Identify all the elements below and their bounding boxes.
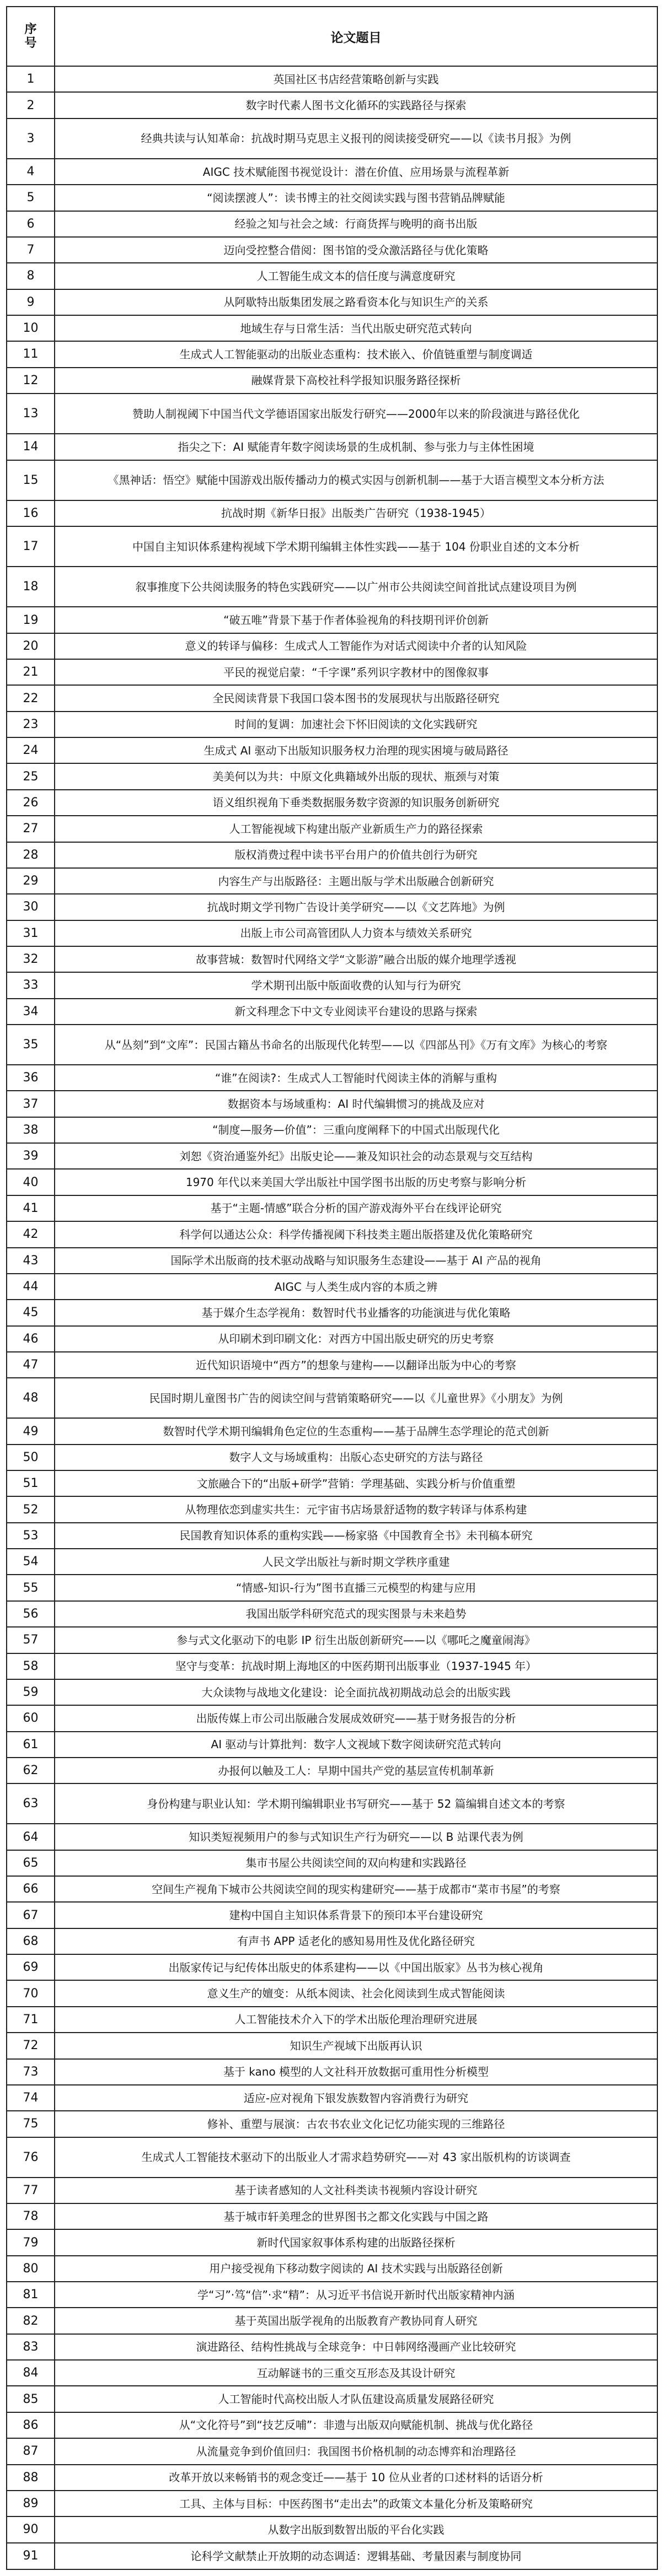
paper-title: 出版传媒上市公司出版融合发展成效研究——基于财务报告的分析 xyxy=(55,1705,657,1731)
table-row xyxy=(7,894,657,920)
row-number: 40 xyxy=(7,1169,55,1195)
table-row xyxy=(7,1980,657,2006)
row-number: 24 xyxy=(7,737,55,763)
row-number: 30 xyxy=(7,894,55,920)
paper-title: 时间的复调：加速社会下怀旧阅读的文化实践研究 xyxy=(55,712,657,737)
table-row xyxy=(7,842,657,868)
column-header-number xyxy=(7,7,55,66)
row-number: 54 xyxy=(7,1549,55,1575)
table-row xyxy=(7,2203,657,2229)
table-row xyxy=(7,868,657,894)
table-row xyxy=(7,1783,657,1824)
table-row xyxy=(7,1352,657,1378)
paper-title: 1970 年代以来美国大学出版社中国学图书出版的历史考察与影响分析 xyxy=(55,1169,657,1195)
paper-title: 从阿歇特出版集团发展之路看资本化与知识生产的关系 xyxy=(55,289,657,315)
table-row xyxy=(7,211,657,237)
paper-title: 演进路径、结构性挑战与全球竞争：中日韩网络漫画产业比较研究 xyxy=(55,2334,657,2360)
paper-title: “谁”在阅读?：生成式人工智能时代阅读主体的消解与重构 xyxy=(55,1065,657,1091)
table-row xyxy=(7,2491,657,2516)
paper-title: 办报何以触及工人：早期中国共产党的基层宣传机制革新 xyxy=(55,1758,657,1783)
paper-title: 经验之知与社会之域：行商货挥与晚明的商书出版 xyxy=(55,211,657,237)
paper-title: 数字人文与场域重构：出版心态史研究的方法与路径 xyxy=(55,1445,657,1470)
paper-title: 平民的视觉启蒙：“千字课”系列识字教材中的图像叙事 xyxy=(55,659,657,685)
paper-title: 从流量竞争到价值回归：我国图书价格机制的动态博弈和治理路径 xyxy=(55,2438,657,2464)
paper-title: 基于读者感知的人文社科类读书视频内容设计研究 xyxy=(55,2178,657,2203)
paper-title: 改革开放以来畅销书的观念变迁——基于 10 位从业者的口述材料的话语分析 xyxy=(55,2465,657,2491)
table-header-row xyxy=(7,7,657,66)
paper-title: 从数字出版到数智出版的平台化实践 xyxy=(55,2516,657,2542)
paper-title: “破五唯”背景下基于作者体验视角的科技期刊评价创新 xyxy=(55,607,657,633)
table-row xyxy=(7,1601,657,1627)
row-number: 60 xyxy=(7,1705,55,1731)
row-number: 53 xyxy=(7,1523,55,1549)
row-number: 8 xyxy=(7,263,55,289)
paper-title: 基于“主题-情感”联合分析的国产游戏海外平台在线评论研究 xyxy=(55,1195,657,1221)
paper-title: 抗战时期《新华日报》出版类广告研究（1938-1945） xyxy=(55,500,657,526)
row-number: 19 xyxy=(7,607,55,633)
table-row xyxy=(7,2137,657,2178)
table-row xyxy=(7,999,657,1025)
row-number: 4 xyxy=(7,159,55,185)
paper-title: 知识类短视频用户的参与式知识生产行为研究——以 B 站课代表为例 xyxy=(55,1824,657,1850)
row-number: 88 xyxy=(7,2465,55,2491)
paper-title: 人工智能生成文本的信任度与满意度研究 xyxy=(55,263,657,289)
table-row xyxy=(7,659,657,685)
table-row xyxy=(7,1300,657,1325)
row-number: 2 xyxy=(7,92,55,118)
paper-title: 新文科理念下中文专业阅读平台建设的思路与探索 xyxy=(55,999,657,1025)
paper-title: 美美何以为共：中原文化典籍域外出版的现状、瓶颈与对策 xyxy=(55,763,657,789)
table-row xyxy=(7,607,657,633)
paper-title: 工具、主体与目标：中医药图书“走出去”的政策文本量化分析及策略研究 xyxy=(55,2491,657,2516)
paper-title: 迈向受控整合借阅：图书馆的受众激活路径与优化策略 xyxy=(55,237,657,263)
row-number: 67 xyxy=(7,1902,55,1928)
table-row xyxy=(7,1117,657,1143)
paper-title: 人工智能视域下构建出版产业新质生产力的路径探索 xyxy=(55,816,657,842)
paper-title: 数智时代学术期刊编辑角色定位的生态重构——基于品牌生态学理论的范式创新 xyxy=(55,1418,657,1444)
row-number: 32 xyxy=(7,946,55,972)
paper-title: 基于英国出版学视角的出版教育产教协同育人研究 xyxy=(55,2308,657,2334)
row-number: 22 xyxy=(7,685,55,711)
paper-title: 民国时期儿童图书广告的阅读空间与营销策略研究——以《儿童世界》《小朋友》为例 xyxy=(55,1378,657,1418)
paper-title: 从“丛刻”到“文库”：民国古籍丛书命名的出版现代化转型——以《四部丛刊》《万有文库》为核心的考察 xyxy=(55,1025,657,1065)
table-row xyxy=(7,763,657,789)
table-row xyxy=(7,1549,657,1575)
paper-title: 近代知识语境中“西方”的想象与建构——以翻译出版为中心的考察 xyxy=(55,1352,657,1378)
row-number: 41 xyxy=(7,1195,55,1221)
table-row xyxy=(7,1470,657,1496)
paper-title: 生成式 AI 驱动下出版知识服务权力治理的现实困境与破局路径 xyxy=(55,737,657,763)
row-number: 91 xyxy=(7,2543,55,2569)
row-number: 39 xyxy=(7,1143,55,1169)
row-number: 64 xyxy=(7,1824,55,1850)
paper-title: “情感-知识-行为”图书直播三元模型的构建与应用 xyxy=(55,1575,657,1600)
table-row xyxy=(7,816,657,842)
table-row xyxy=(7,1496,657,1522)
table-row xyxy=(7,118,657,159)
column-header-title: 论文题目 xyxy=(55,7,657,66)
column-header-number-label: 序 号 xyxy=(24,22,37,50)
table-row xyxy=(7,263,657,289)
row-number: 82 xyxy=(7,2308,55,2334)
paper-title: 叙事推度下公共阅读服务的特色实践研究——以广州市公共阅读空间首批试点建设项目为例 xyxy=(55,567,657,607)
paper-title: 内容生产与出版路径：主题出版与学术出版融合创新研究 xyxy=(55,868,657,894)
paper-title: 刘恕《资治通鉴外纪》出版史论——兼及知识社会的动态景观与交互结构 xyxy=(55,1143,657,1169)
paper-title: 身份构建与职业认知：学术期刊编辑职业书写研究——基于 52 篇编辑自述文本的考察 xyxy=(55,1783,657,1824)
table-row xyxy=(7,2059,657,2085)
paper-title: 出版家传记与纪传体出版史的体系建构——以《中国出版家》丛书为核心视角 xyxy=(55,1954,657,1980)
table-row xyxy=(7,1091,657,1117)
row-number: 79 xyxy=(7,2229,55,2255)
row-number: 23 xyxy=(7,712,55,737)
paper-title: 抗战时期文学刊物广告设计美学研究——以《文艺阵地》为例 xyxy=(55,894,657,920)
paper-title: 建构中国自主知识体系背景下的预印本平台建设研究 xyxy=(55,1902,657,1928)
row-number: 3 xyxy=(7,118,55,159)
paper-title: 互动解谜书的三重交互形态及其设计研究 xyxy=(55,2360,657,2386)
row-number: 57 xyxy=(7,1627,55,1653)
row-number: 81 xyxy=(7,2282,55,2308)
row-number: 29 xyxy=(7,868,55,894)
table-row xyxy=(7,1274,657,1300)
paper-title: 从“文化符号”到“技艺反哺”：非遗与出版双向赋能机制、挑战与优化路径 xyxy=(55,2412,657,2438)
table-row xyxy=(7,2412,657,2438)
paper-title: 版权消费过程中读书平台用户的价值共创行为研究 xyxy=(55,842,657,868)
row-number: 13 xyxy=(7,394,55,434)
paper-title: 数字时代素人图书文化循环的实践路径与探索 xyxy=(55,92,657,118)
row-number: 1 xyxy=(7,66,55,92)
table-row xyxy=(7,920,657,946)
paper-title: 生成式人工智能技术驱动下的出版业人才需求趋势研究——对 43 家出版机构的访谈调查 xyxy=(55,2137,657,2178)
table-row xyxy=(7,1705,657,1731)
paper-title: 集市书屋公共阅读空间的双向构建和实践路径 xyxy=(55,1850,657,1876)
paper-title: 经典共读与认知革命：抗战时期马克思主义报刊的阅读接受研究——以《读书月报》为例 xyxy=(55,118,657,159)
row-number: 36 xyxy=(7,1065,55,1091)
row-number: 11 xyxy=(7,341,55,367)
paper-title: 基于城市轩美理念的世界图书之都文化实践与中国之路 xyxy=(55,2203,657,2229)
paper-title: 科学何以通达公众：科学传播视阈下科技类主题出版搭建及优化策略研究 xyxy=(55,1221,657,1247)
paper-title: 《黑神话：悟空》赋能中国游戏出版传播动力的模式实因与创新机制——基于大语言模型文本分析方法 xyxy=(55,460,657,500)
paper-title: 新时代国家叙事体系构建的出版路径探析 xyxy=(55,2229,657,2255)
row-number: 61 xyxy=(7,1732,55,1758)
table-row xyxy=(7,1575,657,1600)
row-number: 52 xyxy=(7,1496,55,1522)
table-row xyxy=(7,434,657,460)
paper-title: 人工智能时代高校出版人才队伍建设高质量发展路径研究 xyxy=(55,2386,657,2412)
row-number: 37 xyxy=(7,1091,55,1117)
row-number: 68 xyxy=(7,1928,55,1954)
table-row xyxy=(7,315,657,341)
table-row xyxy=(7,237,657,263)
table-row xyxy=(7,1195,657,1221)
row-number: 50 xyxy=(7,1445,55,1470)
row-number: 84 xyxy=(7,2360,55,2386)
table-row xyxy=(7,1732,657,1758)
row-number: 10 xyxy=(7,315,55,341)
paper-title: 故事营城：数智时代网络文学“文影游”融合出版的媒介地理学透视 xyxy=(55,946,657,972)
table-row xyxy=(7,685,657,711)
paper-title: “阅读摆渡人”：读书博主的社交阅读实践与图书营销品牌赋能 xyxy=(55,185,657,211)
paper-title: 大众读物与战地文化建设：论全面抗战初期战动总会的出版实践 xyxy=(55,1679,657,1705)
table-row xyxy=(7,1418,657,1444)
paper-title: 从印刷术到印刷文化：对西方中国出版史研究的历史考察 xyxy=(55,1326,657,1352)
table-row xyxy=(7,2543,657,2569)
table-row xyxy=(7,567,657,607)
table-row xyxy=(7,2229,657,2255)
row-number: 35 xyxy=(7,1025,55,1065)
table-row xyxy=(7,1876,657,1902)
table-row xyxy=(7,2360,657,2386)
table-row xyxy=(7,633,657,659)
row-number: 48 xyxy=(7,1378,55,1418)
table-row xyxy=(7,2282,657,2308)
row-number: 38 xyxy=(7,1117,55,1143)
table-row xyxy=(7,341,657,367)
paper-title: 我国出版学科研究范式的现实图景与未来趋势 xyxy=(55,1601,657,1627)
table-row xyxy=(7,1378,657,1418)
table-row xyxy=(7,1928,657,1954)
table-row xyxy=(7,1627,657,1653)
paper-title: “制度—服务—价值”：三重向度阐释下的中国式出版现代化 xyxy=(55,1117,657,1143)
table-row xyxy=(7,1445,657,1470)
table-row xyxy=(7,712,657,737)
row-number: 72 xyxy=(7,2033,55,2058)
paper-title: 全民阅读背景下我国口袋本图书的发展现状与出版路径研究 xyxy=(55,685,657,711)
table-row xyxy=(7,2256,657,2282)
table-row xyxy=(7,66,657,92)
paper-title: 学“习”·笃“信”·求“精”：从习近平书信说开新时代出版家精神内涵 xyxy=(55,2282,657,2308)
paper-title: 指尖之下：AI 赋能青年数字阅读场景的生成机制、参与张力与主体性困境 xyxy=(55,434,657,460)
row-number: 15 xyxy=(7,460,55,500)
paper-title: AIGC 与人类生成内容的本质之辨 xyxy=(55,1274,657,1300)
row-number: 90 xyxy=(7,2516,55,2542)
row-number: 63 xyxy=(7,1783,55,1824)
row-number: 74 xyxy=(7,2085,55,2111)
row-number: 55 xyxy=(7,1575,55,1600)
table-row xyxy=(7,2033,657,2058)
paper-title: 数据资本与场域重构：AI 时代编辑惯习的挑战及应对 xyxy=(55,1091,657,1117)
paper-title: 文旅融合下的“出版+研学”营销：学理基础、实践分析与价值重塑 xyxy=(55,1470,657,1496)
row-number: 47 xyxy=(7,1352,55,1378)
table-row xyxy=(7,1523,657,1549)
paper-title: 坚守与变革：抗战时期上海地区的中医药期刊出版事业（1937-1945 年） xyxy=(55,1653,657,1679)
paper-title: 参与式文化驱动下的电影 IP 衍生出版创新研究——以《哪吒之魔童闹海》 xyxy=(55,1627,657,1653)
row-number: 69 xyxy=(7,1954,55,1980)
row-number: 77 xyxy=(7,2178,55,2203)
table-row xyxy=(7,1758,657,1783)
table-row xyxy=(7,2178,657,2203)
paper-title: 中国自主知识体系建构视域下学术期刊编辑主体性实践——基于 104 份职业自述的文本分析 xyxy=(55,526,657,567)
row-number: 12 xyxy=(7,368,55,394)
row-number: 25 xyxy=(7,763,55,789)
row-number: 51 xyxy=(7,1470,55,1496)
table-row xyxy=(7,2438,657,2464)
table-row xyxy=(7,289,657,315)
row-number: 46 xyxy=(7,1326,55,1352)
row-number: 33 xyxy=(7,972,55,998)
table-row xyxy=(7,1025,657,1065)
table-row xyxy=(7,2465,657,2491)
paper-title: AIGC 技术赋能图书视觉设计：潜在价值、应用场景与流程革新 xyxy=(55,159,657,185)
row-number: 75 xyxy=(7,2111,55,2137)
row-number: 58 xyxy=(7,1653,55,1679)
paper-title: 人工智能技术介入下的学术出版伦理治理研究进展 xyxy=(55,2007,657,2033)
row-number: 14 xyxy=(7,434,55,460)
paper-title: 意义生产的嬗变：从纸本阅读、社会化阅读到生成式智能阅读 xyxy=(55,1980,657,2006)
table-row xyxy=(7,92,657,118)
table-row xyxy=(7,1326,657,1352)
table-row xyxy=(7,1679,657,1705)
paper-title: 人民文学出版社与新时期文学秩序重建 xyxy=(55,1549,657,1575)
table-row xyxy=(7,2334,657,2360)
table-row xyxy=(7,2007,657,2033)
paper-title: 基于媒介生态学视角：数智时代书业播客的功能演进与优化策略 xyxy=(55,1300,657,1325)
row-number: 85 xyxy=(7,2386,55,2412)
table-row xyxy=(7,1221,657,1247)
table-row xyxy=(7,368,657,394)
paper-title: 从物理依恋到虚实共生：元宇宙书店场景舒适物的数字转译与体系构建 xyxy=(55,1496,657,1522)
table-row xyxy=(7,790,657,816)
row-number: 66 xyxy=(7,1876,55,1902)
paper-title: 适应-应对视角下银发族数智内容消费行为研究 xyxy=(55,2085,657,2111)
table-row xyxy=(7,2111,657,2137)
row-number: 5 xyxy=(7,185,55,211)
row-number: 17 xyxy=(7,526,55,567)
table-row xyxy=(7,500,657,526)
paper-title: 论科学文献禁止开放期的动态调适：逻辑基础、考量因素与制度协同 xyxy=(55,2543,657,2569)
row-number: 76 xyxy=(7,2137,55,2178)
table-row xyxy=(7,2308,657,2334)
row-number: 28 xyxy=(7,842,55,868)
table-row xyxy=(7,2085,657,2111)
paper-title: 语义组织视角下垂类数据服务数字资源的知识服务创新研究 xyxy=(55,790,657,816)
table-row xyxy=(7,185,657,211)
row-number: 78 xyxy=(7,2203,55,2229)
row-number: 71 xyxy=(7,2007,55,2033)
table-row xyxy=(7,159,657,185)
table-row xyxy=(7,1248,657,1274)
table-row xyxy=(7,1954,657,1980)
table-row xyxy=(7,1065,657,1091)
table-row xyxy=(7,2386,657,2412)
table-row xyxy=(7,460,657,500)
row-number: 34 xyxy=(7,999,55,1025)
paper-title: 国际学术出版商的技术驱动战略与知识服务生态建设——基于 AI 产品的视角 xyxy=(55,1248,657,1274)
row-number: 18 xyxy=(7,567,55,607)
row-number: 56 xyxy=(7,1601,55,1627)
row-number: 86 xyxy=(7,2412,55,2438)
table-row xyxy=(7,1143,657,1169)
table-row xyxy=(7,394,657,434)
row-number: 21 xyxy=(7,659,55,685)
row-number: 7 xyxy=(7,237,55,263)
paper-title: 知识生产视域下出版再认识 xyxy=(55,2033,657,2058)
table-row xyxy=(7,1850,657,1876)
row-number: 70 xyxy=(7,1980,55,2006)
paper-title: 融媒背景下高校社科学报知识服务路径探析 xyxy=(55,368,657,394)
paper-title-table xyxy=(6,6,658,2570)
row-number: 87 xyxy=(7,2438,55,2464)
row-number: 73 xyxy=(7,2059,55,2085)
table-row xyxy=(7,1653,657,1679)
table-row xyxy=(7,526,657,567)
row-number: 89 xyxy=(7,2491,55,2516)
paper-title: 用户接受视角下移动数字阅读的 AI 技术实践与出版路径创新 xyxy=(55,2256,657,2282)
row-number: 45 xyxy=(7,1300,55,1325)
paper-title: 修补、重塑与展演：古农书农业文化记忆功能实现的三维路径 xyxy=(55,2111,657,2137)
paper-title: 基于 kano 模型的人文社科开放数据可重用性分析模型 xyxy=(55,2059,657,2085)
paper-title: 民国教育知识体系的重构实践——杨家骆《中国教育全书》未刊稿本研究 xyxy=(55,1523,657,1549)
table-body xyxy=(7,66,657,2569)
table-row xyxy=(7,2516,657,2542)
row-number: 65 xyxy=(7,1850,55,1876)
paper-title: 空间生产视角下城市公共阅读空间的现实构建研究——基于成都市“菜市书屋”的考察 xyxy=(55,1876,657,1902)
row-number: 49 xyxy=(7,1418,55,1444)
row-number: 59 xyxy=(7,1679,55,1705)
table-row xyxy=(7,1169,657,1195)
row-number: 80 xyxy=(7,2256,55,2282)
table-row xyxy=(7,972,657,998)
paper-title: 赞助人制视阈下中国当代文学德语国家出版发行研究——2000年以来的阶段演进与路径优化 xyxy=(55,394,657,434)
paper-title: 学术期刊出版中版面收费的认知与行为研究 xyxy=(55,972,657,998)
paper-title: 出版上市公司高管团队人力资本与绩效关系研究 xyxy=(55,920,657,946)
table-row xyxy=(7,737,657,763)
row-number: 6 xyxy=(7,211,55,237)
row-number: 44 xyxy=(7,1274,55,1300)
paper-title: 地域生存与日常生活：当代出版史研究范式转向 xyxy=(55,315,657,341)
paper-title: 意义的转译与偏移：生成式人工智能作为对话式阅读中介者的认知风险 xyxy=(55,633,657,659)
row-number: 42 xyxy=(7,1221,55,1247)
row-number: 83 xyxy=(7,2334,55,2360)
row-number: 43 xyxy=(7,1248,55,1274)
row-number: 62 xyxy=(7,1758,55,1783)
table-row xyxy=(7,1824,657,1850)
row-number: 16 xyxy=(7,500,55,526)
row-number: 20 xyxy=(7,633,55,659)
row-number: 27 xyxy=(7,816,55,842)
paper-title: 英国社区书店经营策略创新与实践 xyxy=(55,66,657,92)
table-row xyxy=(7,1902,657,1928)
table-row xyxy=(7,946,657,972)
paper-title: 生成式人工智能驱动的出版业态重构：技术嵌入、价值链重塑与制度调适 xyxy=(55,341,657,367)
paper-title: 有声书 APP 适老化的感知易用性及优化路径研究 xyxy=(55,1928,657,1954)
row-number: 26 xyxy=(7,790,55,816)
row-number: 9 xyxy=(7,289,55,315)
row-number: 31 xyxy=(7,920,55,946)
paper-title: AI 驱动与计算批判：数字人文视域下数字阅读研究范式转向 xyxy=(55,1732,657,1758)
